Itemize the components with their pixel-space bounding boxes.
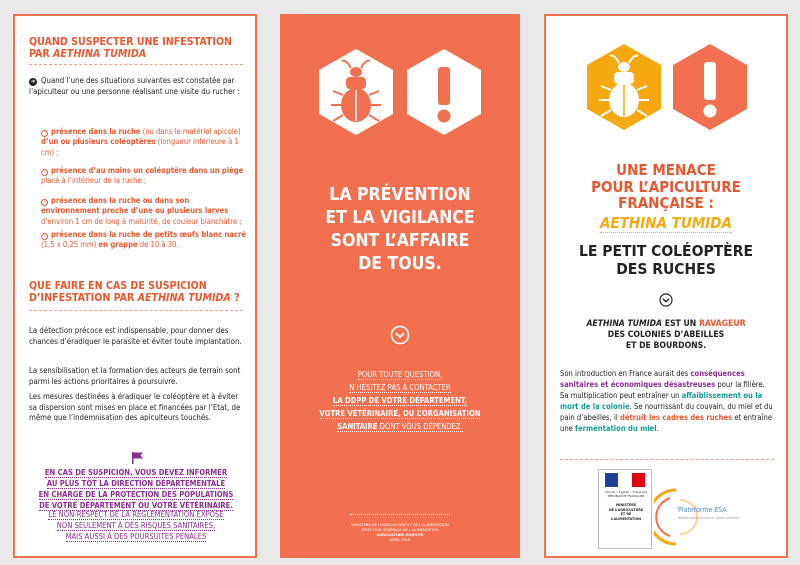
chevron-right-icon: › — [41, 199, 48, 206]
divider — [29, 310, 243, 311]
divider — [29, 64, 243, 65]
paragraph: Les mesures destinées à éradiquer le coléoptère et à éviter sa dispersion sont mises en place et financées par l’Etat, de même que l’indemnisation des apiculteurs touchés. — [29, 392, 241, 423]
paragraph: La détection précoce est indispensable, pour donner des chances d’éradiquer le parasite et éviter toute implantation. — [29, 326, 242, 346]
list-item: › présence dans la ruche ou dans son environnement proche d’une ou plusieurs larves d’environ 1 cm de long à maturité, de couleur blanchâtre ; — [41, 196, 242, 226]
main-title: UNE MENACE POUR L’APICULTURE FRANÇAISE : — [591, 161, 741, 212]
beetle-icon — [316, 47, 396, 137]
left-panel — [13, 14, 257, 558]
beetle-icon — [584, 42, 664, 132]
chevron-down-icon — [390, 325, 410, 345]
french-flag — [605, 473, 645, 487]
threat-statement: AETHINA TUMIDA EST UN RAVAGEUR DES COLONIES D’ABEILLES ET DE BOURDONS. — [586, 319, 746, 351]
arrow-right-icon: ➜ — [30, 78, 36, 85]
warning-message: LE NON-RESPECT DE LA RÉGLEMENTATION EXPOSE NON SEULEMENT À DES RISQUES SANITAIRES, MAIS AUSSI À DES POURSUITES PÉNALES — [48, 510, 224, 541]
heading-what-to-do: QUE FAIRE EN CAS DE SUSPICION D’INFESTATION PAR AETHINA TUMIDA ? — [29, 280, 240, 304]
slogan: LA PRÉVENTION ET LA VIGILANCE SONT L’AFFAIRE DE TOUS. — [325, 185, 475, 274]
paragraph: La sensibilisation et la formation des acteurs de terrain sont parmi les actions prioritaires à poursuivre. — [29, 366, 241, 386]
divider — [560, 459, 774, 460]
intro-text: ➜ Quand l’une des situations suivantes est constatée par l’apiculteur ou une personne réalisant une visite du rucher : — [29, 76, 240, 96]
list-item: › présence dans la ruche (ou dans le matériel apicole) d’un ou plusieurs coléoptères (longueur inférieure à 1 cm) ; — [41, 127, 241, 157]
exclamation-icon — [670, 42, 750, 132]
subtitle: LE PETIT COLÉOPTÈRE DES RUCHES — [579, 242, 753, 278]
divider — [350, 514, 450, 515]
list-item: › présence dans la ruche de petits œufs blanc nacré (1,5 x 0,25 mm) en grappe de 10 à 30. — [41, 230, 246, 250]
middle-panel — [280, 14, 520, 558]
esa-subtitle: épidémiosurveillance santé animale — [678, 516, 740, 520]
chevron-right-icon: › — [41, 130, 48, 137]
alert-message: EN CAS DE SUSPICION, VOUS DEVEZ INFORMER AU PLUS TÔT LA DIRECTION DÉPARTEMENTALE EN CHARGE DE LA PROTECTION DES POPULATIONS DE VOTRE DÉPARTEMENT OU VOTRE VÉTÉRINAIRE. — [38, 468, 234, 510]
heading-when-suspect: QUAND SUSPECTER UNE INFESTATION PAR AETHINA TUMIDA — [29, 36, 233, 60]
esa-name: Plateforme ESA — [678, 506, 727, 514]
description: Son introduction en France aurait des conséquences sanitaires et économiques désastreuses pour la filière. Sa multiplication peut entraîner un affaiblissement ou la mort de la colonie. Se nourrissant du couvain, du miel et du pain d’abeilles, il détruit les cadres des ruches et entraîne une fermentation du miel. — [560, 369, 773, 433]
list-item: › présence d’au moins un coléoptère dans un piège placé à l’intérieur de la ruche ; — [41, 166, 244, 186]
contact-info: POUR TOUTE QUESTION, N’HÉSITEZ PAS À CONTACTER LA DDPP DE VOTRE DÉPARTEMENT, VOTRE VÉTÉRINAIRE, OU L’ORGANISATION SANITAIRE DONT VOUS DÉPENDEZ. — [319, 370, 481, 431]
chevron-right-icon: › — [41, 233, 48, 240]
ministry-credits: MINISTÈRE DE L’AGRICULTURE ET DE L’ALIMENTATION DIRECTION GÉNÉRALE DE L’ALIMENTATION AGRICULTURE.GOUV.FR AVRIL 2018 — [351, 523, 449, 542]
exclamation-icon — [404, 47, 484, 137]
ministry-logo: Liberté • Égalité • Fraternité RÉPUBLIQUE FRANÇAISE MINISTÈRE DE L’AGRICULTURE ET DE L’ALIMENTATION — [598, 469, 652, 549]
right-panel — [544, 14, 788, 558]
species-name: AETHINA TUMIDA — [600, 214, 732, 232]
chevron-down-icon — [659, 293, 673, 307]
chevron-right-icon: › — [41, 169, 48, 176]
flag-icon — [131, 452, 145, 464]
